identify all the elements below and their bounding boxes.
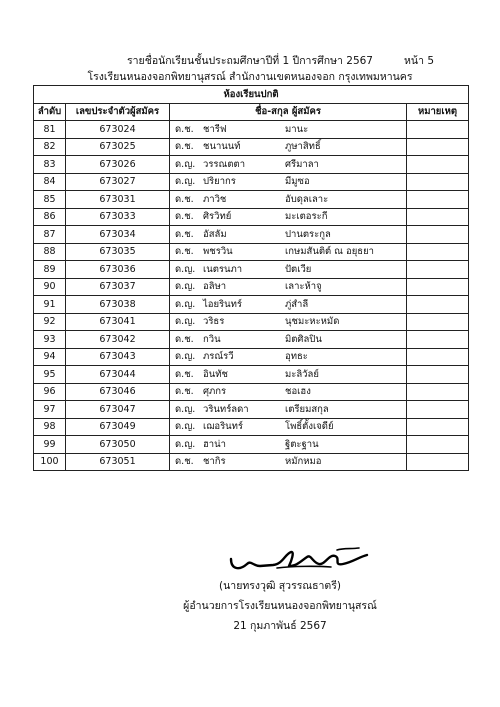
last-name: มะลิวัลย์ — [285, 368, 319, 380]
name-prefix: ด.ญ. — [175, 403, 196, 415]
last-name: ภูษาสิทธิ์ — [285, 141, 321, 153]
remark-cell — [407, 226, 469, 244]
applicant-name — [170, 436, 407, 454]
column-header-id: เลขประจำตัวผู้สมัคร — [66, 103, 170, 121]
last-name: ปานตระกูล — [285, 228, 331, 240]
name-prefix: ด.ญ. — [175, 158, 196, 170]
first-name: พชรวิน — [203, 246, 233, 258]
column-header-remark: หมายเหตุ — [407, 103, 469, 121]
applicant-name — [170, 366, 407, 384]
school-name: โรงเรียนหนองจอกพิทยานุสรณ์ สำนักงานเขตหนองจอก กรุงเทพมหานคร — [87, 71, 413, 83]
row-number: 86 — [34, 208, 66, 226]
row-number: 85 — [34, 191, 66, 209]
applicant-table — [33, 85, 469, 471]
name-prefix: ด.ญ. — [175, 421, 196, 433]
name-prefix: ด.ช. — [175, 386, 194, 398]
first-name: ศิรวิทย์ — [203, 211, 232, 223]
remark-cell — [407, 156, 469, 174]
remark-cell — [407, 418, 469, 436]
first-name: ชนานนท์ — [203, 141, 241, 153]
name-prefix: ด.ญ. — [175, 351, 196, 363]
remark-cell — [407, 278, 469, 296]
table-row — [34, 243, 469, 261]
applicant-name — [170, 348, 407, 366]
row-number: 96 — [34, 383, 66, 401]
applicant-name — [170, 418, 407, 436]
first-name: อลิษา — [203, 281, 227, 293]
last-name: มิตศิลปิน — [285, 333, 322, 345]
row-number: 93 — [34, 331, 66, 349]
applicant-name — [170, 383, 407, 401]
name-prefix: ด.ช. — [175, 228, 194, 240]
name-prefix: ด.ญ. — [175, 281, 196, 293]
remark-cell — [407, 138, 469, 156]
last-name: เลาะห้าจู — [285, 281, 322, 293]
name-prefix: ด.ช. — [175, 246, 194, 258]
first-name: เนตรนภา — [203, 263, 243, 275]
name-prefix: ด.ช. — [175, 333, 194, 345]
applicant-id: 673051 — [66, 453, 170, 471]
remark-cell — [407, 243, 469, 261]
column-header-name: ชื่อ-สกุล ผู้สมัคร — [170, 103, 407, 121]
table-row — [34, 313, 469, 331]
last-name: โพธิ์ตั้งเจดีย์ — [285, 421, 334, 433]
applicant-id: 673043 — [66, 348, 170, 366]
first-name: ปริยากร — [203, 176, 236, 188]
first-name: ศุภกร — [203, 386, 227, 398]
last-name: นุชมะหะหมัด — [285, 316, 340, 328]
remark-cell — [407, 121, 469, 139]
signer-title: ผู้อำนวยการโรงเรียนหนองจอกพิทยานุสรณ์ — [183, 600, 377, 612]
last-name: เตรียมสกุล — [285, 403, 329, 415]
row-number: 83 — [34, 156, 66, 174]
row-number: 94 — [34, 348, 66, 366]
last-name: อับดุลเลาะ — [285, 193, 329, 205]
last-name: อุทธะ — [285, 351, 308, 363]
name-prefix: ด.ญ. — [175, 263, 196, 275]
name-prefix: ด.ช. — [175, 193, 194, 205]
table-row — [34, 156, 469, 174]
table-row — [34, 261, 469, 279]
last-name: มีมูซอ — [285, 176, 310, 188]
name-prefix: ด.ญ. — [175, 316, 196, 328]
last-name: ศรีมาลา — [285, 158, 319, 170]
last-name: ชอเฮง — [285, 386, 311, 398]
applicant-id: 673038 — [66, 296, 170, 314]
applicant-id: 673025 — [66, 138, 170, 156]
first-name: ชารีฟ — [203, 123, 227, 135]
applicant-name — [170, 121, 407, 139]
column-header-no: ลำดับ — [34, 103, 66, 121]
applicant-name — [170, 208, 407, 226]
applicant-name — [170, 313, 407, 331]
row-number: 88 — [34, 243, 66, 261]
last-name: มานะ — [285, 123, 309, 135]
applicant-id: 673042 — [66, 331, 170, 349]
page-number: หน้า 5 — [404, 55, 435, 67]
row-number: 100 — [34, 453, 66, 471]
signature-image — [225, 545, 375, 575]
table-row — [34, 436, 469, 454]
remark-cell — [407, 261, 469, 279]
table-row — [34, 208, 469, 226]
row-number: 99 — [34, 436, 66, 454]
applicant-name — [170, 156, 407, 174]
applicant-id: 673027 — [66, 173, 170, 191]
first-name: วรรณตตา — [203, 158, 246, 170]
row-number: 87 — [34, 226, 66, 244]
applicant-id: 673031 — [66, 191, 170, 209]
name-prefix: ด.ญ. — [175, 176, 196, 188]
table-row — [34, 173, 469, 191]
first-name: ภรณ์รวี — [203, 351, 234, 363]
applicant-id: 673050 — [66, 436, 170, 454]
remark-cell — [407, 366, 469, 384]
last-name: เกษมสันติต์ ณ อยุธยา — [285, 246, 374, 258]
applicant-id: 673046 — [66, 383, 170, 401]
name-prefix: ด.ญ. — [175, 298, 196, 310]
remark-cell — [407, 313, 469, 331]
row-number: 91 — [34, 296, 66, 314]
applicant-name — [170, 138, 407, 156]
first-name: ชากิร — [203, 456, 226, 468]
name-prefix: ด.ช. — [175, 211, 194, 223]
applicant-id: 673044 — [66, 366, 170, 384]
row-number: 82 — [34, 138, 66, 156]
applicant-id: 673033 — [66, 208, 170, 226]
applicant-id: 673035 — [66, 243, 170, 261]
applicant-id: 673047 — [66, 401, 170, 419]
name-prefix: ด.ช. — [175, 123, 194, 135]
remark-cell — [407, 436, 469, 454]
row-number: 89 — [34, 261, 66, 279]
name-prefix: ด.ช. — [175, 368, 194, 380]
applicant-id: 673049 — [66, 418, 170, 436]
applicant-id: 673041 — [66, 313, 170, 331]
first-name: วริธร — [203, 316, 225, 328]
table-row — [34, 418, 469, 436]
applicant-id: 673037 — [66, 278, 170, 296]
remark-cell — [407, 348, 469, 366]
table-row — [34, 226, 469, 244]
remark-cell — [407, 401, 469, 419]
first-name: อัสลัม — [203, 228, 227, 240]
table-row — [34, 348, 469, 366]
first-name: เฌอรินทร์ — [203, 421, 244, 433]
document-title: รายชื่อนักเรียนชั้นประถมศึกษาปีที่ 1 ปีการศึกษา 2567 — [127, 55, 373, 67]
last-name: ปัตเวีย — [285, 263, 312, 275]
section-heading: ห้องเรียนปกติ — [34, 86, 469, 104]
table-row — [34, 453, 469, 471]
remark-cell — [407, 331, 469, 349]
applicant-id: 673026 — [66, 156, 170, 174]
first-name: ไอยรินทร์ — [203, 298, 243, 310]
applicant-name — [170, 191, 407, 209]
remark-cell — [407, 191, 469, 209]
row-number: 81 — [34, 121, 66, 139]
first-name: ภาวิช — [203, 193, 227, 205]
table-row — [34, 366, 469, 384]
name-prefix: ด.ช. — [175, 141, 194, 153]
applicant-name — [170, 173, 407, 191]
applicant-name — [170, 261, 407, 279]
row-number: 90 — [34, 278, 66, 296]
table-row — [34, 138, 469, 156]
first-name: กวิน — [203, 333, 221, 345]
row-number: 97 — [34, 401, 66, 419]
first-name: ฮาน่า — [203, 438, 226, 450]
remark-cell — [407, 453, 469, 471]
signer-name: (นายทรงวุฒิ สุวรรณธาตรี) — [219, 580, 341, 592]
applicant-name — [170, 331, 407, 349]
table-row — [34, 331, 469, 349]
applicant-name — [170, 296, 407, 314]
document-date: 21 กุมภาพันธ์ 2567 — [233, 620, 327, 632]
row-number: 95 — [34, 366, 66, 384]
table-row — [34, 121, 469, 139]
name-prefix: ด.ญ. — [175, 438, 196, 450]
name-prefix: ด.ช. — [175, 456, 194, 468]
remark-cell — [407, 173, 469, 191]
table-row — [34, 296, 469, 314]
applicant-name — [170, 453, 407, 471]
applicant-id: 673036 — [66, 261, 170, 279]
table-row — [34, 191, 469, 209]
last-name: หมักหมอ — [285, 456, 322, 468]
table-row — [34, 278, 469, 296]
first-name: อินทัช — [203, 368, 228, 380]
last-name: มะเตอระกี — [285, 211, 328, 223]
applicant-id: 673034 — [66, 226, 170, 244]
remark-cell — [407, 208, 469, 226]
table-row — [34, 383, 469, 401]
row-number: 98 — [34, 418, 66, 436]
table-body — [34, 121, 469, 471]
remark-cell — [407, 383, 469, 401]
last-name: ภู่สำลี — [285, 298, 309, 310]
applicant-name — [170, 243, 407, 261]
first-name: วรินทร์ลดา — [203, 403, 249, 415]
remark-cell — [407, 296, 469, 314]
row-number: 84 — [34, 173, 66, 191]
table-row — [34, 401, 469, 419]
applicant-id: 673024 — [66, 121, 170, 139]
last-name: ฐิตะฐาน — [285, 438, 319, 450]
applicant-name — [170, 226, 407, 244]
applicant-name — [170, 401, 407, 419]
applicant-name — [170, 278, 407, 296]
row-number: 92 — [34, 313, 66, 331]
